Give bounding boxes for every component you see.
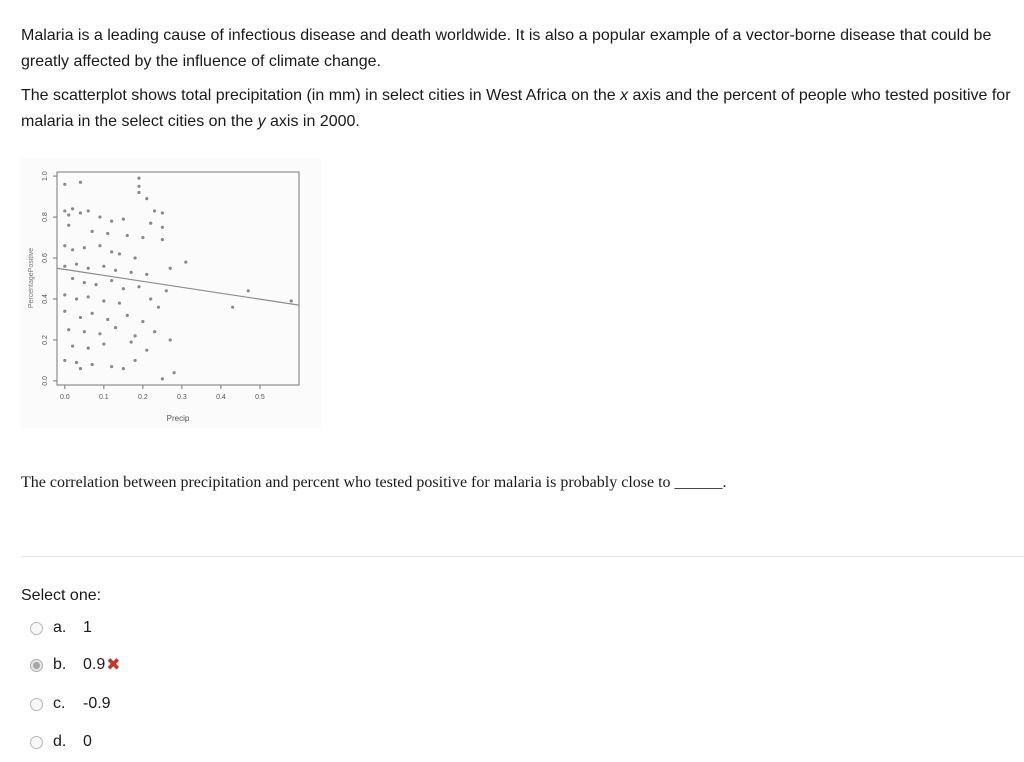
x-tick-label: 0.1 (98, 394, 109, 401)
intro-p2-part3: axis in 2000. (265, 113, 360, 130)
scatter-point (75, 361, 78, 364)
option-letter: a. (53, 619, 67, 636)
scatter-point (110, 279, 113, 282)
scatter-point (67, 328, 70, 331)
scatter-point (63, 244, 66, 247)
scatter-point (172, 371, 175, 374)
scatter-point (83, 246, 86, 249)
option-b[interactable] (30, 654, 121, 676)
scatter-point (63, 265, 66, 268)
plot-frame (57, 172, 299, 385)
scatter-point (130, 340, 133, 343)
option-text: 1 (83, 619, 92, 636)
radio-d[interactable] (30, 736, 43, 749)
trend-line (57, 268, 299, 305)
scatter-point (114, 269, 117, 272)
scatter-point (161, 211, 164, 214)
scatter-point (79, 367, 82, 370)
scatter-point (91, 230, 94, 233)
scatter-point (122, 218, 125, 221)
scatter-point (94, 283, 97, 286)
question-text: The correlation between precipitation and percent who tested positive for malaria is probably close to ______. (21, 474, 727, 491)
scatterplot-figure (21, 158, 321, 428)
option-d[interactable] (30, 731, 92, 753)
scatter-point (137, 285, 140, 288)
scatter-point (290, 299, 293, 302)
scatter-point (75, 263, 78, 266)
y-tick-label: 0.4 (42, 294, 49, 304)
scatter-point (98, 332, 101, 335)
scatter-point (137, 185, 140, 188)
scatter-point (165, 289, 168, 292)
x-tick-label: 0.3 (177, 394, 187, 401)
x-tick-label: 0.2 (138, 394, 148, 401)
scatter-point (118, 252, 121, 255)
scatterplot-svg (21, 158, 321, 428)
x-axis-label: Precip (166, 414, 190, 423)
scatter-point (83, 330, 86, 333)
incorrect-x-icon: ✖ (106, 655, 121, 674)
scatter-point (161, 226, 164, 229)
scatter-point (133, 334, 136, 337)
scatter-point (91, 312, 94, 315)
scatter-point (83, 281, 86, 284)
scatter-point (71, 248, 74, 251)
scatter-point (141, 320, 144, 323)
scatter-point (71, 277, 74, 280)
scatter-point (106, 318, 109, 321)
scatter-point (247, 289, 250, 292)
scatter-point (87, 347, 90, 350)
option-letter: b. (53, 656, 67, 673)
scatter-point (141, 236, 144, 239)
select-one-label: Select one: (21, 587, 102, 604)
scatter-point (161, 377, 164, 380)
scatter-point (67, 224, 70, 227)
radio-c[interactable] (30, 698, 43, 711)
scatter-point (122, 287, 125, 290)
x-tick-label: 0.4 (216, 394, 226, 401)
scatter-point (87, 209, 90, 212)
scatter-point (98, 244, 101, 247)
scatter-point (157, 306, 160, 309)
option-c[interactable] (30, 693, 111, 715)
option-text: -0.9 (83, 695, 111, 712)
scatter-point (153, 209, 156, 212)
scatter-point (126, 314, 129, 317)
scatter-point (98, 215, 101, 218)
scatter-point (79, 181, 82, 184)
option-a[interactable] (30, 617, 92, 639)
scatter-point (145, 349, 148, 352)
scatter-point (63, 183, 66, 186)
y-tick-label: 0.2 (42, 335, 49, 345)
intro-p2-part2: axis and the percent of people who tested positive for malaria in the select cities on the (21, 87, 1011, 130)
y-axis-label: PercentagePositive (28, 247, 35, 309)
scatter-point (79, 316, 82, 319)
y-tick-label: 0.6 (42, 253, 49, 263)
scatter-point (87, 267, 90, 270)
scatter-point (71, 344, 74, 347)
scatter-point (169, 267, 172, 270)
scatter-point (126, 234, 129, 237)
option-text: 0 (83, 733, 92, 750)
scatter-point (145, 197, 148, 200)
scatter-point (63, 293, 66, 296)
x-var: x (620, 87, 629, 104)
scatter-point (110, 250, 113, 253)
scatter-point (153, 330, 156, 333)
option-letter: c. (53, 695, 66, 712)
scatter-point (133, 359, 136, 362)
scatter-point (110, 220, 113, 223)
intro-paragraph-1: Malaria is a leading cause of infectious disease and death worldwide. It is also a popular example of a vector-borne disease that could be greatly affected by the influence of climate change. (21, 27, 992, 70)
y-tick-label: 1.0 (42, 171, 49, 181)
scatter-point (137, 177, 140, 180)
scatter-point (122, 367, 125, 370)
scatter-point (87, 295, 90, 298)
divider (21, 556, 1024, 557)
intro-paragraph-2 (21, 83, 1021, 135)
scatter-point (63, 359, 66, 362)
scatter-point (184, 261, 187, 264)
option-letter: d. (53, 733, 67, 750)
y-tick-label: 0.8 (42, 212, 49, 222)
scatter-point (137, 191, 140, 194)
scatter-point (91, 363, 94, 366)
scatter-point (118, 301, 121, 304)
scatter-point (110, 365, 113, 368)
scatter-point (63, 209, 66, 212)
scatter-point (145, 273, 148, 276)
scatter-point (102, 342, 105, 345)
y-var: y (257, 113, 266, 130)
scatter-point (133, 256, 136, 259)
option-text: 0.9 (83, 656, 106, 673)
scatter-point (149, 222, 152, 225)
x-tick-label: 0.5 (255, 394, 265, 401)
intro-p2-part1: The scatterplot shows total precipitation (in mm) in select cities in West Africa on the (21, 87, 621, 104)
scatter-point (71, 207, 74, 210)
radio-b[interactable] (30, 659, 43, 672)
scatter-point (161, 238, 164, 241)
x-tick-label: 0.0 (59, 394, 70, 401)
scatter-point (63, 310, 66, 313)
radio-a[interactable] (30, 622, 43, 635)
scatter-point (102, 265, 105, 268)
scatter-point (67, 213, 70, 216)
scatter-point (102, 299, 105, 302)
scatter-point (106, 232, 109, 235)
scatter-point (79, 211, 82, 214)
scatter-point (231, 306, 234, 309)
scatter-point (169, 338, 172, 341)
scatter-point (130, 271, 133, 274)
scatter-point (114, 326, 117, 329)
scatter-point (75, 297, 78, 300)
y-tick-label: 0.0 (42, 376, 49, 386)
scatter-point (149, 297, 152, 300)
